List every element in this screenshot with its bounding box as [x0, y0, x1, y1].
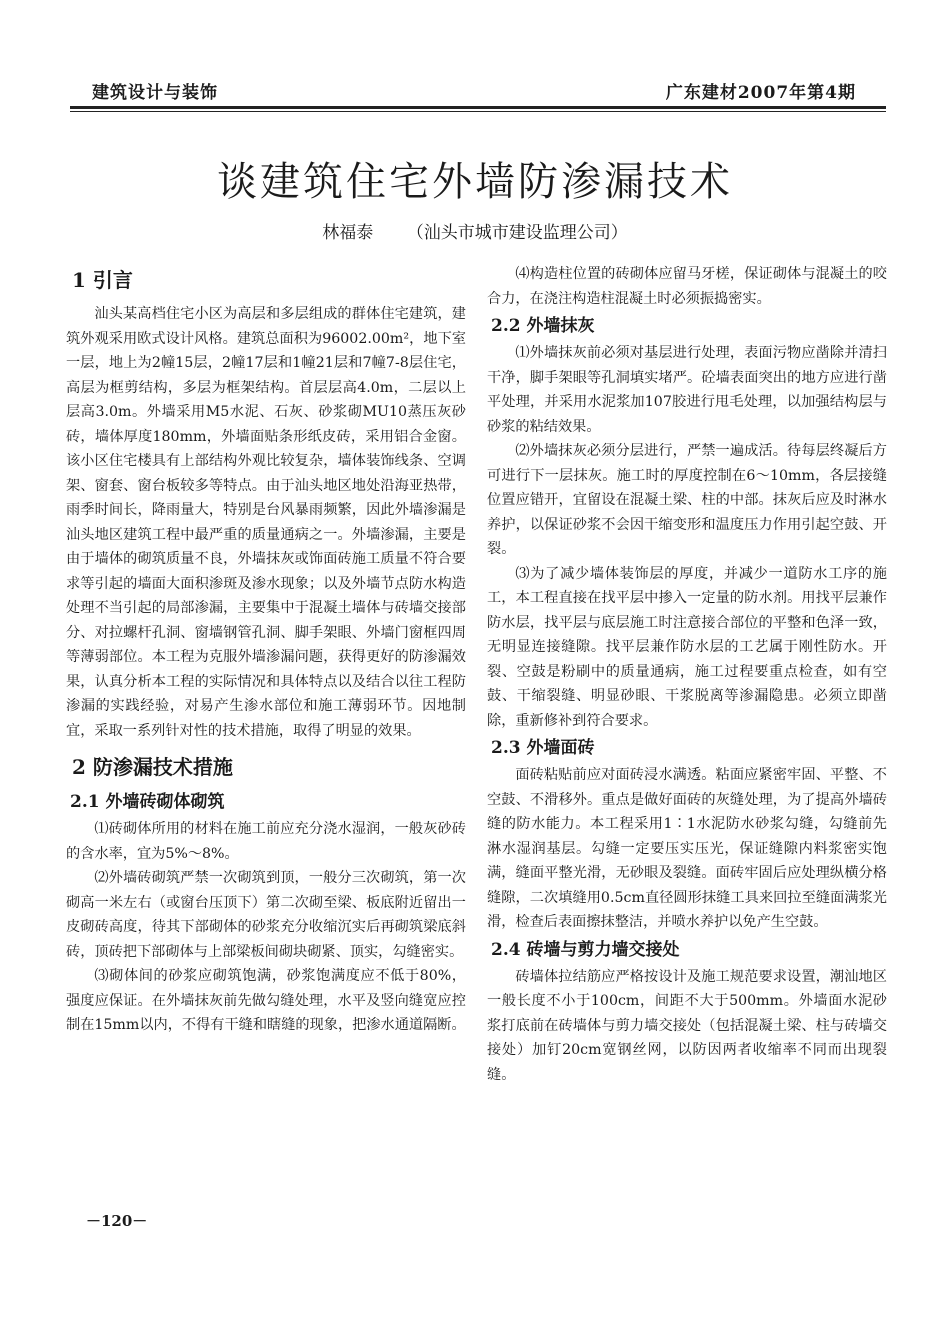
section-2-2-paragraph-3: ⑶为了减少墙体装饰层的厚度，并减少一道防水工序的施工，本工程直接在找平层中掺入一定量的防水剂。用找平层兼作防水层，找平层与底层施工时注意接合部位的平整和色泽一致，无明显连接缝隙。找平层兼作防水层的工艺属于刚性防水。开裂、空鼓是粉刷中的质量通病，施工过程要重点检查，如有空鼓、干缩裂缝、明显砂眼、干浆脱离等渗漏隐患。必须立即凿除，重新修补到符合要求。	[487, 565, 887, 729]
section-2-2-paragraph-1: ⑴外墙抹灰前必须对基层进行处理，表面污物应凿除并清扫干净，脚手架眼等孔洞填实堵严。砼墙表面突出的地方应进行凿平处理，并采用水泥浆加107胶进行甩毛处理，以加强结构层与砂浆的粘结效果。	[487, 345, 887, 435]
section-2-4-heading: 2.4 砖墙与剪力墙交接处	[491, 939, 680, 960]
section-1-heading: 1 引言	[72, 268, 133, 292]
right-column	[487, 262, 887, 1087]
section-2-1-paragraph-4: ⑷构造柱位置的砖砌体应留马牙槎，保证砌体与混凝土的咬合力，在浇注构造柱混凝土时必须振捣密实。	[487, 266, 887, 307]
running-header	[70, 74, 886, 104]
section-2-1-paragraph-1: ⑴砖砌体所用的材料在施工前应充分浇水湿润，一般灰砂砖的含水率，宜为5%～8%。	[66, 821, 466, 862]
header-rule-thin	[70, 111, 886, 112]
section-2-heading: 2 防渗漏技术措施	[72, 755, 233, 779]
section-2-1-paragraph-3: ⑶砌体间的砂浆应砌筑饱满，砂浆饱满度应不低于80%，强度应保证。在外墙抹灰前先做勾缝处理，水平及竖向缝宽应控制在15mm以内，不得有干缝和瞎缝的现象，把渗水通道隔断。	[66, 968, 466, 1033]
section-2-4-paragraph: 砖墙体拉结筋应严格按设计及施工规范要求设置，潮汕地区一般长度不小于100cm，间距不大于500mm。外墙面水泥砂浆打底前在砖墙体与剪力墙交接处（包括混凝土梁、柱与砖墙交接处）加钉20cm宽钢丝网，以防因两者收缩率不同而出现裂缝。	[487, 968, 887, 1083]
journal-issue: 广东建材2007年第4期	[665, 83, 856, 103]
section-2-2-heading: 2.2 外墙抹灰	[491, 316, 595, 336]
author-name: 林福泰	[322, 223, 374, 243]
section-1-paragraph: 汕头某高档住宅小区为高层和多层组成的群体住宅建筑，建筑外观采用欧式设计风格。建筑总面积为96002.00m²，地下室一层，地上为2幢15层，2幢17层和1幢21层和7幢7-8层住宅，高层为框剪结构，多层为框架结构。首层层高4.0m，二层以上层高3.0m。外墙采用M5水泥、石灰、砂浆砌MU10蒸压灰砂砖，墙体厚度180mm，外墙面贴条形纸皮砖，采用铝合金窗。该小区住宅楼具有上部结构外观比较复杂，墙体装饰线条、空调架、窗套、窗台板较多等特点。由于汕头地区地处沿海亚热带，雨季时间长，降雨量大，特别是台风暴雨频繁，因此外墙渗漏是汕头地区建筑工程中最严重的质量通病之一。外墙渗漏，主要是由于墙体的砌筑质量不良，外墙抹灰或饰面砖施工质量不符合要求等引起的墙面大面积渗斑及渗水现象；以及外墙节点防水构造处理不当引起的局部渗漏，主要集中于混凝土墙体与砖墙交接部分、对拉螺杆孔洞、窗墙钢管孔洞、脚手架眼、外墙门窗框四周等薄弱部位。本工程为克服外墙渗漏问题，获得更好的防渗漏效果，认真分析本工程的实际情况和具体特点以及结合以往工程防渗漏的实践经验，对易产生渗水部位和施工薄弱环节。因地制宜，采取一系列针对性的技术措施，取得了明显的效果。	[66, 306, 466, 739]
section-2-3-paragraph: 面砖粘贴前应对面砖浸水满透。粘面应紧密牢固、平整、不空鼓、不滑移外。重点是做好面砖的灰缝处理，为了提高外墙砖缝的防水能力。本工程采用1∶1水泥防水砂浆勾缝，勾缝前先淋水湿润基层。勾缝一定要压实压光，保证缝隙内料浆密实饱满，缝面平整光滑，无砂眼及裂缝。面砖牢固后应处理纵横分格缝隙，二次填缝用0.5cm直径圆形抹缝工具来回拉至缝面满浆光滑，检查后表面擦抹整洁，并喷水养护以免产生空鼓。	[487, 767, 887, 930]
author-line	[0, 218, 950, 243]
author-affiliation: （汕头市城市建设监理公司）	[406, 223, 628, 243]
section-2-1-heading: 2.1 外墙砖砌体砌筑	[70, 792, 225, 812]
section-2-3-heading: 2.3 外墙面砖	[491, 738, 595, 758]
section-2-1-paragraph-2: ⑵外墙砖砌筑严禁一次砌筑到顶，一般分三次砌筑，第一次砌高一米左右（或窗台压顶下）第二次砌至梁、板底附近留出一皮砌砖高度，待其下部砌体的砂浆充分收缩沉实后再砌筑梁底斜砖，顶砖把下部砌体与上部梁板间砌块砌紧、顶实，勾缝密实。	[66, 870, 466, 960]
left-column	[66, 262, 466, 1038]
article-title: 谈建筑住宅外墙防渗漏技术	[217, 159, 733, 205]
section-2-2-paragraph-2: ⑵外墙抹灰必须分层进行，严禁一遍成活。待每层终凝后方可进行下一层抹灰。施工时的厚度控制在6～10mm，各层接缝位置应错开，宜留设在混凝土梁、柱的中部。抹灰后应及时淋水养护，以保证砂浆不会因干缩变形和温度压力作用引起空鼓、开裂。	[487, 443, 887, 557]
header-rule-thick	[70, 106, 886, 109]
journal-section: 建筑设计与装饰	[92, 83, 218, 103]
page-number: －120－	[86, 1212, 148, 1230]
